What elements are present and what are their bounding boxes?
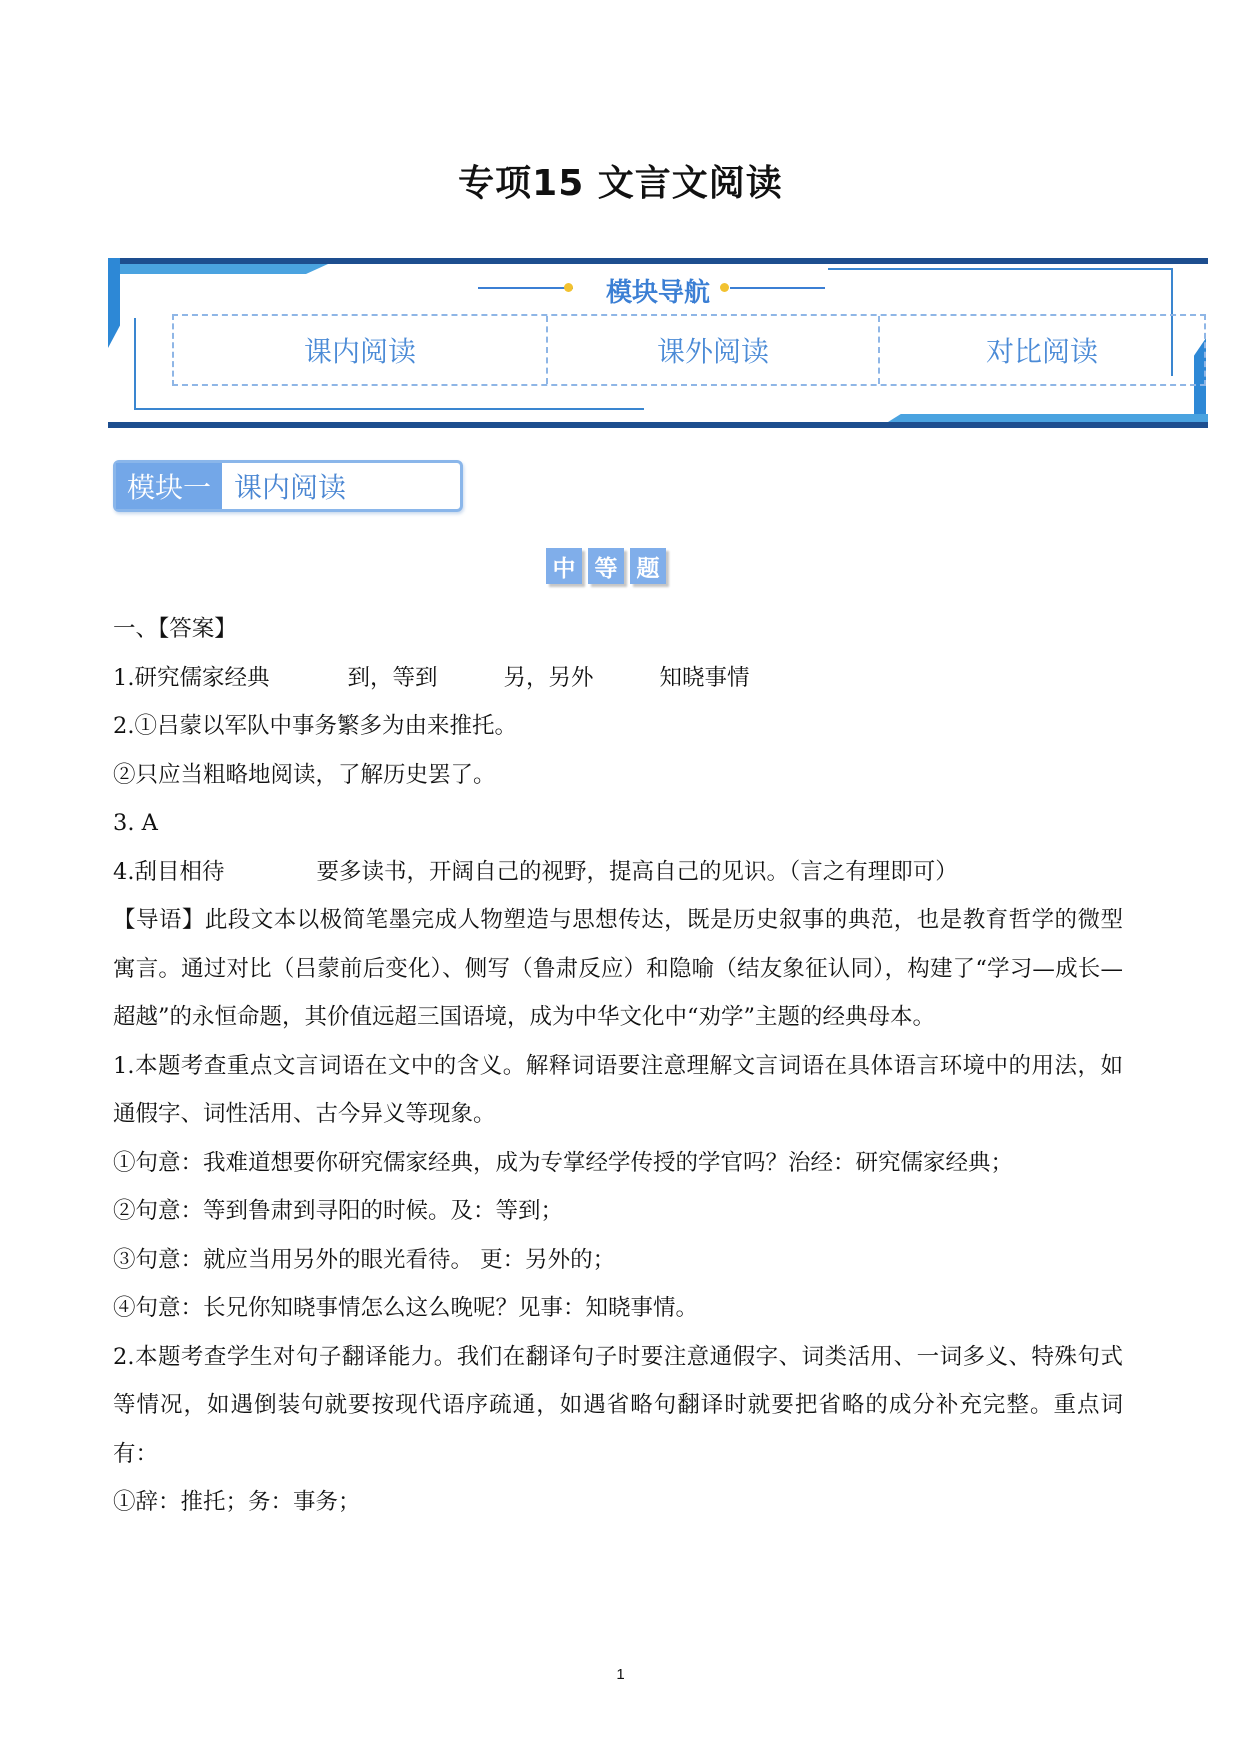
nav-border-line <box>134 408 644 410</box>
explanation-1-item: ④句意：长兄你知晓事情怎么这么晚呢？见事：知晓事情。 <box>113 1295 699 1321</box>
nav-border-decoration <box>108 258 1208 264</box>
nav-border-line <box>134 318 136 410</box>
explanation-2-item: ①辞：推托；务：事务； <box>113 1489 361 1515</box>
module-tag-name: 课内阅读 <box>234 471 347 504</box>
page-title: 专项15 文言文阅读 <box>458 163 783 204</box>
answer-q1-part: 1.研究儒家经典 <box>113 664 270 691</box>
answer-q2a: 2.①吕蒙以军队中事务繁多为由来推托。 <box>113 713 517 739</box>
nav-border-decoration <box>888 414 1208 422</box>
explanation-1: 1.本题考查重点文言词语在文中的含义。解释词语要注意理解文言词语在具体语言环境中的用法，如通假字、词性活用、古今异义等现象。 <box>113 1052 1123 1127</box>
explanation-1-item: ②句意：等到鲁肃到寻阳的时候。及：等到； <box>113 1198 564 1224</box>
answer-q4-part: 要多读书，开阔自己的视野，提高自己的见识。（言之有理即可） <box>316 858 958 885</box>
nav-heading: 模块导航 <box>605 278 710 308</box>
nav-border-line <box>828 268 1173 270</box>
explanation-2: 2.本题考查学生对句子翻译能力。我们在翻译句子时要注意通假字、词类活用、一词多义、特殊句式等情况，如遇倒装句就要按现代语序疏通，如遇省略句翻译时就要把省略的成分补充完整。重点词有： <box>113 1343 1123 1467</box>
module-navigation-panel <box>108 258 1208 428</box>
answer-q1 <box>113 654 1123 703</box>
answer-q1-part: 到，等到 <box>347 664 438 691</box>
difficulty-char: 中 <box>546 548 582 584</box>
nav-border-decoration <box>108 264 328 274</box>
nav-heading-dot <box>720 283 729 292</box>
module-tag-label: 模块一 <box>116 463 222 509</box>
answer-q2b: ②只应当粗略地阅读，了解历史罢了。 <box>113 761 496 788</box>
answer-q4 <box>113 848 1123 897</box>
guide-paragraph: 【导语】此段文本以极简笔墨完成人物塑造与思想传达，既是历史叙事的典范，也是教育哲学的微型寓言。通过对比（吕蒙前后变化）、侧写（鲁肃反应）和隐喻（结友象征认同），构建了“学习—成长—超越”的永恒命题，其价值远超三国语境，成为中华文化中“劝学”主题的经典母本。 <box>113 907 1123 1030</box>
answer-q4-part: 4.刮目相待 <box>113 858 225 885</box>
answer-q3: 3. A <box>113 810 158 836</box>
nav-heading-line <box>730 287 825 289</box>
difficulty-char: 题 <box>630 548 666 584</box>
module-tag <box>113 460 463 512</box>
nav-item-comparative-reading[interactable]: 对比阅读 <box>878 316 1204 384</box>
answer-content <box>113 605 1123 1527</box>
page-number: 1 <box>616 1666 625 1683</box>
nav-border-decoration <box>108 422 1208 428</box>
explanation-1-item: ①句意：我难道想要你研究儒家经典，成为专掌经学传授的学官吗？治经：研究儒家经典； <box>113 1149 1014 1176</box>
answer-header: 一、【答案】 <box>113 616 237 642</box>
nav-grid <box>172 314 1206 386</box>
answer-q1-part: 另，另外 <box>503 664 594 691</box>
explanation-1-item: ③句意：就应当用另外的眼光看待。 更：另外的； <box>113 1246 616 1273</box>
answer-q1-part: 知晓事情 <box>659 664 750 691</box>
nav-border-decoration <box>108 258 120 348</box>
difficulty-char: 等 <box>588 548 624 584</box>
nav-item-in-class-reading[interactable]: 课内阅读 <box>303 335 416 368</box>
difficulty-label <box>546 548 666 584</box>
nav-item-extracurricular-reading[interactable]: 课外阅读 <box>546 316 878 384</box>
